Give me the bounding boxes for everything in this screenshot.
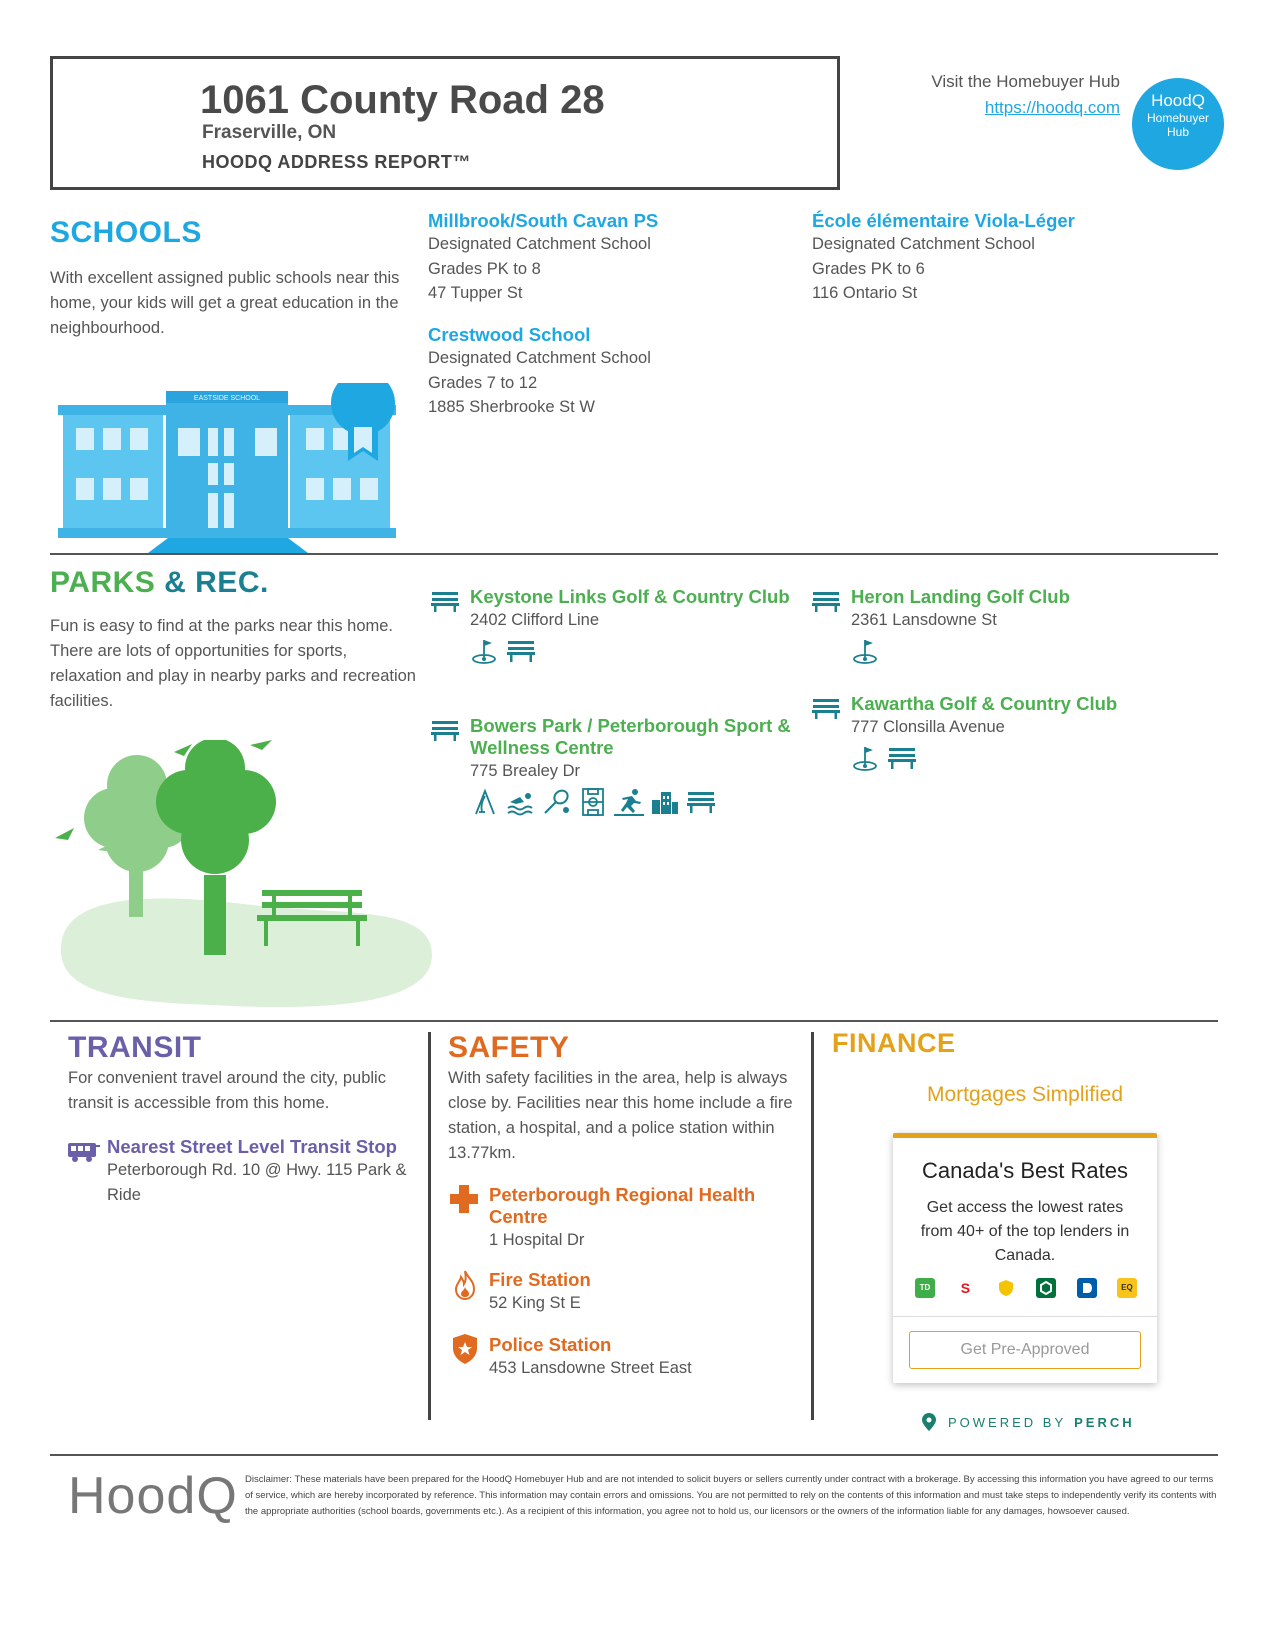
park-name[interactable]: Heron Landing Golf Club [851,586,1070,607]
bench-icon [431,719,459,741]
safety-description: With safety facilities in the area, help is always close by. Facilities near this home include a fire station, a hospital, and a police station within 13.77km. [448,1069,793,1162]
hospital-cross-icon [450,1185,478,1213]
amenity-icons [851,744,1211,772]
golf-icon [851,637,881,665]
parks-title-a: PARKS [50,566,156,599]
address-city: Fraserville, ON [202,122,337,143]
parks-title-b: & REC. [164,566,269,599]
safety-card [489,1184,789,1253]
park-card [470,586,790,665]
flame-icon [454,1270,476,1300]
safety-address: 453 Lansdowne Street East [489,1359,692,1377]
transit-stop-name[interactable]: Nearest Street Level Transit Stop [107,1136,397,1157]
school-type: Designated Catchment School [428,349,651,367]
school-sign: EASTSIDE SCHOOL [193,395,261,402]
powered-by [922,1413,1182,1431]
column-divider [428,1032,431,1420]
td-logo-icon: TD [915,1278,935,1298]
rates-card-title: Canada's Best Rates [922,1158,1128,1183]
d-lender-logo-icon [1077,1278,1097,1298]
finance-title: FINANCE [832,1028,956,1058]
community-centre-icon [650,788,680,816]
card-separator [893,1316,1157,1317]
park-illustration [52,740,432,1025]
safety-card [489,1269,789,1316]
park-address: 2361 Lansdowne St [851,611,997,629]
transit-title: TRANSIT [68,1031,202,1064]
location-pin-icon [922,1413,936,1431]
report-label: HOODQ ADDRESS REPORT™ [202,152,471,172]
swimming-icon [506,788,536,816]
badge-line2: Homebuyer [1146,111,1210,125]
playground-icon [470,788,500,816]
safety-title: SAFETY [448,1031,570,1064]
golf-icon [470,637,500,665]
school-name[interactable]: Millbrook/South Cavan PS [428,210,659,231]
section-divider [50,1020,1218,1022]
safety-name[interactable]: Peterborough Regional Health Centre [489,1184,756,1227]
safety-address: 1 Hospital Dr [489,1231,585,1249]
schools-description: With excellent assigned public schools near this home, your kids will get a great education in the neighbourhood. [50,269,400,337]
schools-title: SCHOOLS [50,216,202,249]
bench-icon [812,590,840,612]
bench-icon [812,697,840,719]
school-card [428,210,788,306]
amenity-icons [470,637,790,665]
bench-icon [686,788,716,816]
transit-description: For convenient travel around the city, public transit is accessible from this home. [68,1069,386,1112]
police-shield-icon [453,1334,477,1364]
section-divider [50,553,1218,555]
bus-icon [68,1141,100,1163]
transit-card [107,1136,407,1207]
finance-subtitle: Mortgages Simplified [926,1083,1124,1106]
park-card [851,586,1211,665]
park-address: 2402 Clifford Line [470,611,600,629]
hub-link[interactable]: https://hoodq.com [984,98,1120,117]
safety-card [489,1334,789,1381]
park-card [470,715,800,816]
school-card [812,210,1212,306]
column-divider [811,1032,814,1420]
get-pre-approved-button[interactable]: Get Pre-Approved [909,1331,1141,1369]
transit-stop-address: Peterborough Rd. 10 @ Hwy. 115 Park & Ride [107,1161,407,1204]
soccer-field-icon [578,788,608,816]
amenity-icons [851,637,1211,665]
scotiabank-logo-icon: S [955,1278,975,1298]
park-name[interactable]: Kawartha Golf & Country Club [851,693,1118,714]
school-illustration [58,383,403,553]
bench-icon [506,637,536,665]
school-grades: Grades PK to 8 [428,259,541,278]
park-card [851,693,1211,772]
badge-line1: HoodQ [1151,91,1205,110]
park-address: 777 Clonsilla Avenue [851,718,1005,736]
eq-bank-logo-icon: EQ [1117,1278,1137,1298]
powered-by-text: POWERED BY [948,1414,1067,1430]
badge-line3: Hub [1166,125,1189,139]
park-address: 775 Brealey Dr [470,762,581,780]
safety-name[interactable]: Police Station [489,1334,612,1355]
disclaimer-text: Disclaimer: These materials have been prepared for the HoodQ Homebuyer Hub and are not intended to solicit buyers or sellers currently under contract with a brokerage. By accessing this information you have agreed to our terms of service, which are hereby incorporated by reference. This information may contain errors and omissions. You are not permitted to rely on the contents of this information and must take steps to independently verify its contents with the appropriate authorities (school boards, governments etc.). As a recipient of this information, you agree not to hold us, our licensors or the owners of the information liable for any damages, howsoever caused. [245,1474,1217,1517]
school-card [428,324,788,420]
parks-description: Fun is easy to find at the parks near this home. There are lots of opportunities for sports, relaxation and play in nearby parks and recreation facilities. [50,617,416,710]
bench-icon [431,590,459,612]
school-type: Designated Catchment School [428,235,651,253]
school-address: 1885 Sherbrooke St W [428,398,595,416]
school-address: 47 Tupper St [428,284,523,302]
school-grades: Grades PK to 6 [812,259,925,278]
school-name[interactable]: Crestwood School [428,324,591,345]
hub-visit-text: Visit the Homebuyer Hub [931,72,1120,91]
address-title: 1061 County Road 28 [200,78,605,122]
tennis-icon [542,788,572,816]
school-name[interactable]: École élémentaire Viola-Léger [812,210,1075,231]
park-name[interactable]: Bowers Park / Peterborough Sport & Wellness Centre [470,715,791,758]
hoodq-logo: HoodQ [68,1467,238,1525]
hexagon-lender-logo-icon [1036,1278,1056,1298]
footer-divider [50,1454,1218,1456]
rates-card [893,1133,1157,1383]
perch-brand: PERCH [1074,1414,1135,1430]
park-name[interactable]: Keystone Links Golf & Country Club [470,586,790,607]
safety-name[interactable]: Fire Station [489,1269,591,1290]
safety-address: 52 King St E [489,1294,581,1312]
track-icon [614,788,644,816]
amenity-icons [470,788,800,816]
rates-card-text: Get access the lowest rates from 40+ of the top lenders in Canada. [920,1199,1130,1264]
school-grades: Grades 7 to 12 [428,373,538,392]
hub-badge[interactable] [1132,78,1224,170]
golf-icon [851,744,881,772]
school-address: 116 Ontario St [812,284,918,302]
parks-title [50,566,269,600]
bench-icon [887,744,917,772]
lender-logos [915,1278,1137,1298]
school-type: Designated Catchment School [812,235,1035,253]
desjardins-logo-icon [996,1278,1016,1298]
